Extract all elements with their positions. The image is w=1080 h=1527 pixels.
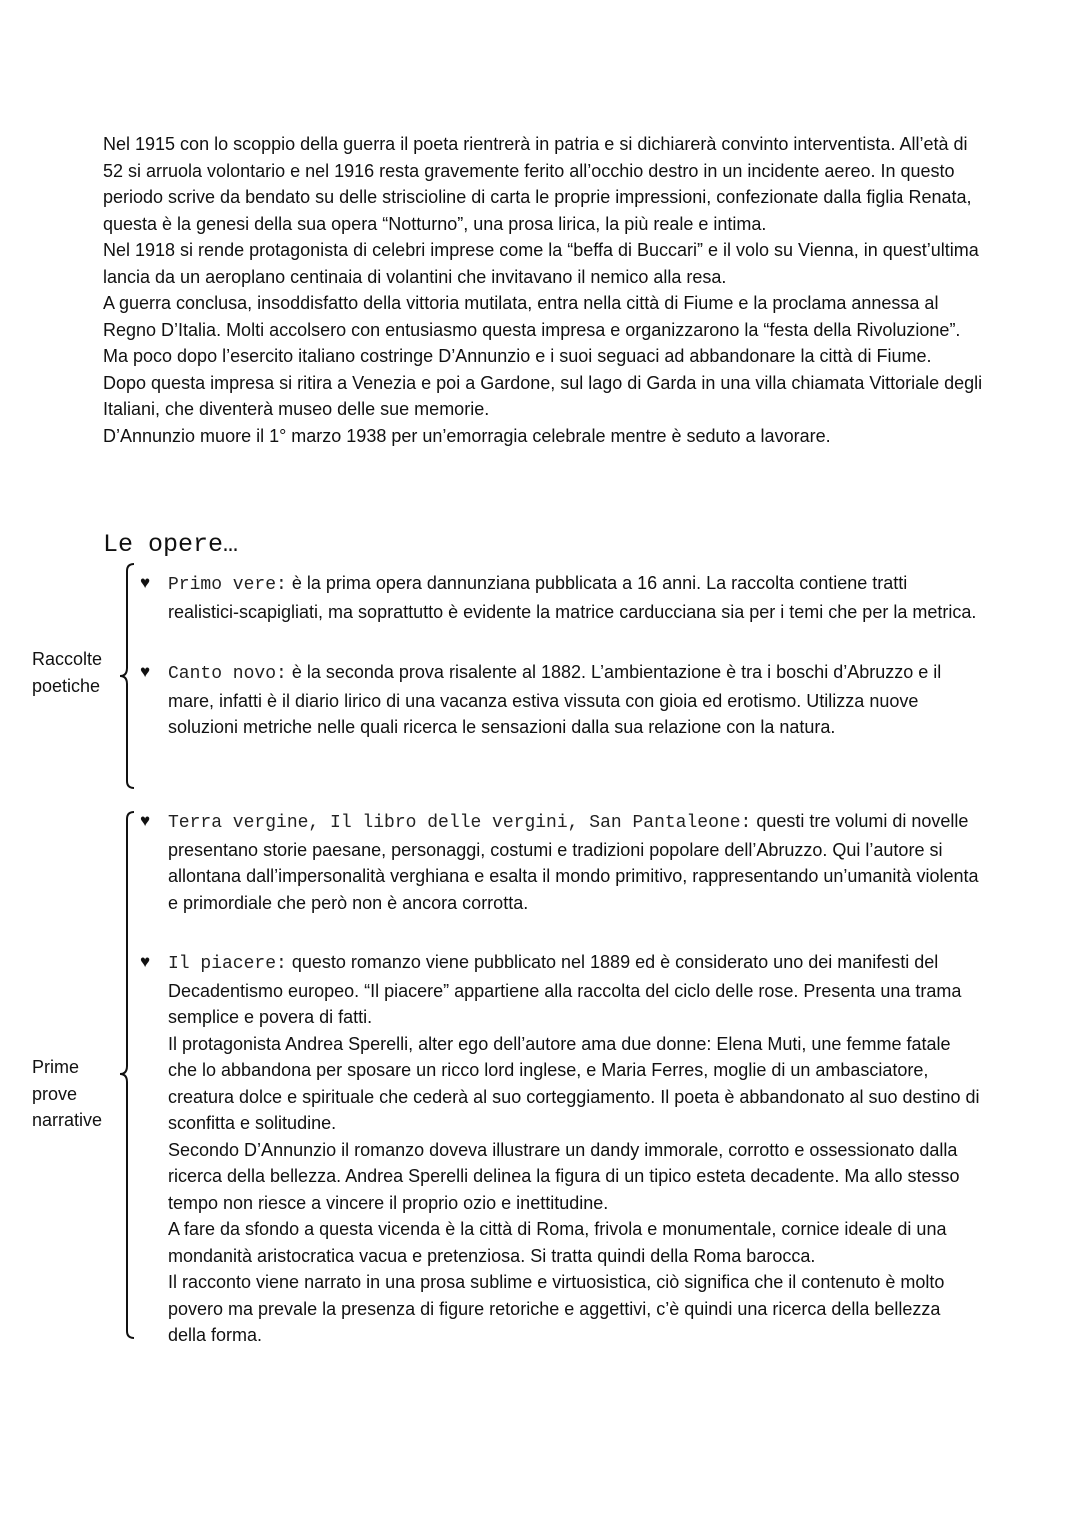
group-label-line: poetiche [32, 675, 101, 696]
work-description [168, 659, 980, 741]
bracket-prime-prove-narrative [112, 810, 136, 1340]
group-label-line: narrative [32, 1110, 103, 1130]
work-paragraph: A fare da sfondo a questa vicenda è la città di Roma, frivola e monumentale, cornice ideale di una mondanità aristocratica vacua e pretenziosa. Si tratta quindi della Roma barocca. [168, 1219, 947, 1266]
group-label-prime-prove-narrative [32, 1054, 116, 1134]
biography-paragraph: Nel 1915 con lo scoppio della guerra il poeta rientrerà in patria e si dichiarerà convinto interventista. All’età di 52 si arruola volontario e nel 1916 resta gravemente ferito all’occhio destro in un incidente aereo. In questo periodo scrive da bendato su delle striscioline di carta le proprie impressioni, confezionate dalla figlia Renata, questa è la genesi della sua opera “Notturno”, una prosa lirica, la più reale e intima. [103, 134, 972, 234]
heart-bullet-icon: ♥ [140, 573, 151, 592]
bracket-raccolte-poetiche [112, 562, 136, 790]
work-title: Canto novo: [168, 664, 287, 684]
work-text: questo romanzo viene pubblicato nel 1889 ed è considerato uno dei manifesti del Decadentismo europeo. “Il piacere” appartiene alla raccolta del ciclo delle rose. Presenta una trama semplice e povera di fatti. [168, 952, 962, 1027]
group-label-line: prove [32, 1083, 78, 1104]
work-description [168, 570, 980, 625]
group-label-line: Prime [32, 1057, 80, 1077]
group-label-raccolte-poetiche [32, 646, 116, 699]
work-text: questi tre volumi di novelle presentano storie paesane, personaggi, costumi e tradizioni popolare dell’Abruzzo. Qui l’autore si allontana dall’impersonalità verghiana e esalta il mondo primitivo, rappresentando un’umanità violenta e primordiale che però non è ancora corrotta. [168, 811, 979, 913]
work-title: Il piacere: [168, 954, 287, 974]
work-paragraph: Secondo D’Annunzio il romanzo doveva illustrare un dandy immorale, corrotto e ossessionato dalla ricerca della bellezza. Andrea Sperelli delinea la figura di un tipico esteta decadente. Ma allo stesso tempo non riesce a vincere il proprio ozio e inettitudine. [168, 1139, 960, 1213]
work-title: Primo vere: [168, 575, 287, 595]
work-paragraph: Il protagonista Andrea Sperelli, alter ego dell’autore ama due donne: Elena Muti, une femme fatale che lo abbandona per sposare un ricco lord inglese, e Maria Ferres, moglie di un ambasciatore, creatura dolce e spirituale che cederà al suo corteggiamento. Il poeta è abbandonato al suo destino di sconfitta e solitudine. [168, 1033, 980, 1133]
work-item-il-piacere [140, 949, 980, 1349]
heart-bullet-icon: ♥ [140, 811, 151, 830]
work-paragraph: Il racconto viene narrato in una prosa sublime e virtuosistica, ciò significa che il contenuto è molto povero ma prevale la presenza di figure retoriche e aggettivi, c’è quindi una ricerca della bellezza della forma. [168, 1272, 945, 1345]
group-label-line: Raccolte [32, 649, 103, 669]
work-title: Terra vergine, Il libro delle vergini, San Pantaleone: [168, 813, 752, 833]
heart-bullet-icon: ♥ [140, 662, 151, 681]
biography-paragraph: Dopo questa impresa si ritira a Venezia e poi a Gardone, sul lago di Garda in una villa chiamata Vittoriale degli Italiani, che diventerà museo delle sue memorie. [103, 372, 983, 419]
biography-paragraph: A guerra conclusa, insoddisfatto della vittoria mutilata, entra nella città di Fiume e la proclama annessa al Regno D’Italia. Molti accolsero con entusiasmo questa impresa e organizzarono la “festa della Rivoluzione”. Ma poco dopo l’esercito italiano costringe D’Annunzio e i suoi seguaci ad abbandonare la città di Fiume. [103, 293, 961, 366]
work-text: è la prima opera dannunziana pubblicata a 16 anni. La raccolta contiene tratti realistici-scapigliati, ma soprattutto è evidente la matrice carducciana sia per i temi che per la metrica. [168, 573, 977, 622]
heart-bullet-icon: ♥ [140, 952, 151, 971]
biography-section [103, 131, 983, 449]
work-item-primo-vere [140, 570, 980, 625]
work-description [168, 949, 980, 1031]
work-description [168, 808, 980, 916]
section-heading: Le opere… [103, 530, 239, 559]
work-item-canto-novo [140, 659, 980, 741]
work-item-terra-vergine [140, 808, 980, 916]
biography-paragraph: Nel 1918 si rende protagonista di celebri imprese come la “beffa di Buccari” e il volo su Vienna, in quest’ultima lancia da un aeroplano centinaia di volantini che invitavano il nemico alla resa. [103, 240, 979, 287]
work-text: è la seconda prova risalente al 1882. L’ambientazione è tra i boschi d’Abruzzo e il mare, infatti è il diario lirico di una vacanza estiva vissuta con gioia ed erotismo. Utilizza nuove soluzioni metriche nelle quali ricerca le sensazioni dalla sua relazione con la natura. [168, 662, 942, 737]
biography-paragraph: D’Annunzio muore il 1° marzo 1938 per un’emorragia celebrale mentre è seduto a lavorare. [103, 425, 831, 446]
